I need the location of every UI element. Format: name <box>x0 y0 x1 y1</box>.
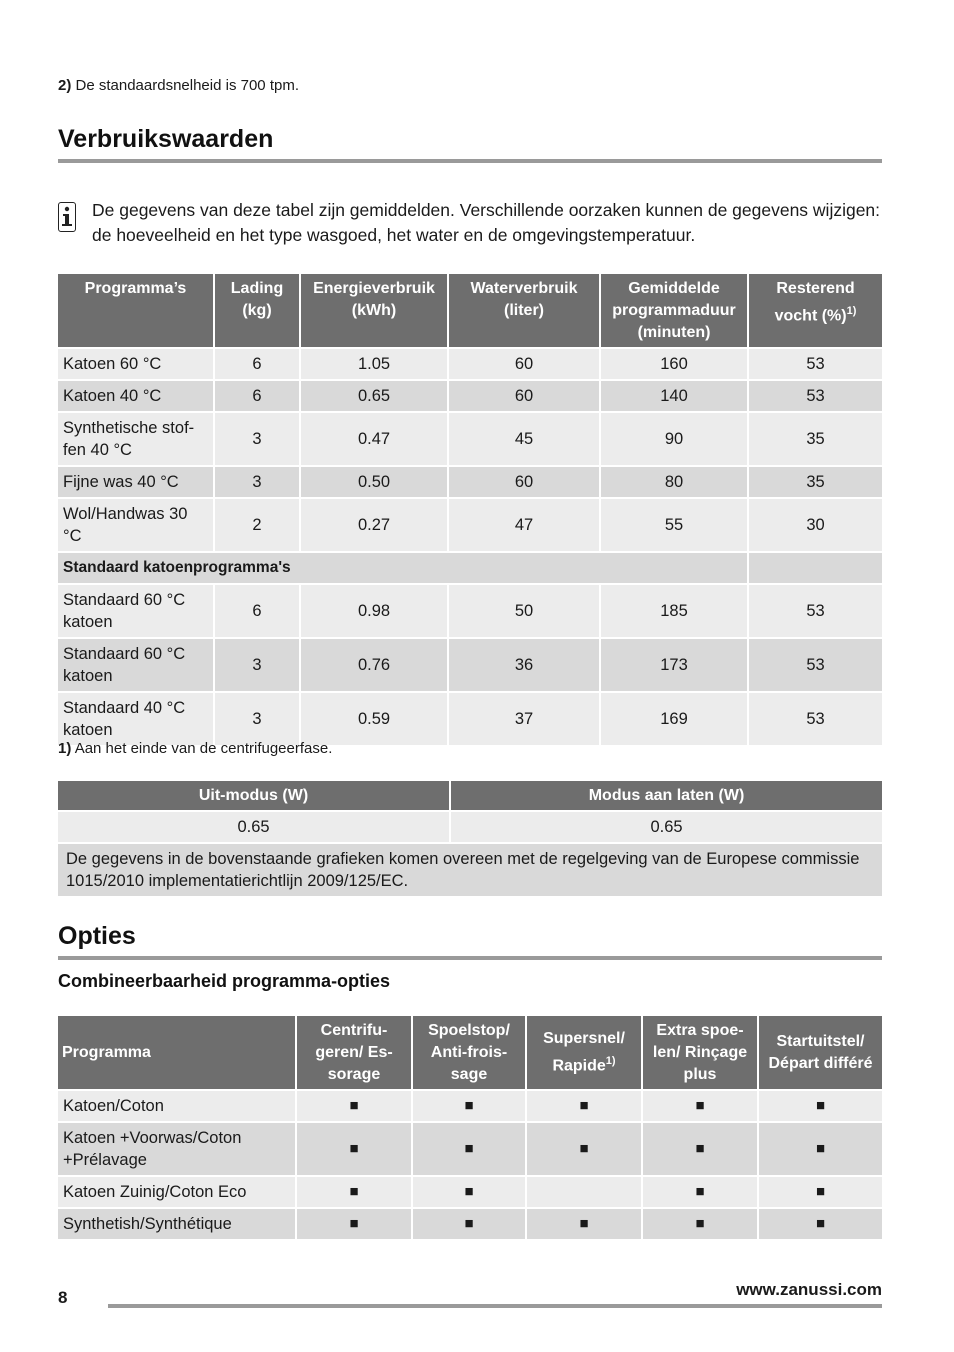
option-mark-cell: ■ <box>412 1122 526 1176</box>
option-mark-cell: ■ <box>642 1208 758 1239</box>
value-cell: 53 <box>748 348 882 380</box>
value-cell: 80 <box>600 466 748 498</box>
value-cell: 0.65 <box>300 380 448 412</box>
option-mark-cell: ■ <box>642 1090 758 1122</box>
header-superscript: 1) <box>605 1054 616 1067</box>
option-mark-cell: ■ <box>296 1208 412 1239</box>
table-row <box>58 466 882 498</box>
program-name-cell: Standaard 60 °C katoen <box>58 584 214 638</box>
option-mark-cell: ■ <box>526 1090 642 1122</box>
header-supersnel-label: Supersnel/ Rapide <box>543 1029 625 1075</box>
program-name-cell: Synthetish/Synthétique <box>58 1208 296 1239</box>
info-icon <box>58 202 76 232</box>
option-mark-cell: ■ <box>642 1122 758 1176</box>
value-cell: 0.27 <box>300 498 448 552</box>
options-table <box>58 1016 882 1239</box>
option-mark-cell: ■ <box>412 1176 526 1208</box>
option-mark-cell: ■ <box>642 1176 758 1208</box>
header-resterend-vocht-label: Resterend vocht (%) <box>774 280 855 325</box>
value-cell: 169 <box>600 692 748 745</box>
option-mark-cell: ■ <box>758 1208 882 1239</box>
table-row <box>58 412 882 466</box>
header-centrifugeren: Centrifugeren/ Essorage <box>296 1016 412 1090</box>
value-cell: 50 <box>448 584 600 638</box>
header-superscript: 1) <box>846 305 857 317</box>
value-cell: 37 <box>448 692 600 745</box>
value-cell: 60 <box>448 348 600 380</box>
empty-cell <box>748 552 882 584</box>
value-cell: 53 <box>748 692 882 745</box>
header-spoelstop: Spoelstop/ Anti-froissage <box>412 1016 526 1090</box>
program-name-cell: Katoen 40 °C <box>58 380 214 412</box>
table-row <box>58 1208 882 1239</box>
option-mark-cell: ■ <box>758 1122 882 1176</box>
header-energieverbruik: Energieverbruik (kWh) <box>300 274 448 348</box>
value-cell: 160 <box>600 348 748 380</box>
uit-modus-value: 0.65 <box>58 811 450 843</box>
power-table <box>58 781 882 896</box>
value-cell: 0.50 <box>300 466 448 498</box>
table-row <box>58 584 882 638</box>
top-footnote-number: 2) <box>58 77 72 94</box>
value-cell: 55 <box>600 498 748 552</box>
table-row <box>58 348 882 380</box>
program-name-cell: Katoen 60 °C <box>58 348 214 380</box>
value-cell: 3 <box>214 638 300 692</box>
value-cell: 47 <box>448 498 600 552</box>
value-cell: 90 <box>600 412 748 466</box>
modus-aan-laten-value: 0.65 <box>450 811 882 843</box>
consumption-footnote-number: 1) <box>58 740 72 757</box>
footer-divider <box>108 1304 882 1308</box>
program-name-cell: Katoen +Voorwas/Coton +Prélavage <box>58 1122 296 1176</box>
table-row <box>58 1176 882 1208</box>
value-cell: 6 <box>214 348 300 380</box>
table-row <box>58 1122 882 1176</box>
value-cell: 35 <box>748 466 882 498</box>
value-cell: 140 <box>600 380 748 412</box>
section-title-opties: Opties <box>58 922 136 950</box>
info-text: De gegevens van deze tabel zijn gemiddelden. Verschillende oorzaken kunnen de gegevens wijzigen: de hoeveelheid en het type wasgoed, het water en de omgevingstemperatuur. <box>92 200 881 245</box>
header-modus-aan-laten: Modus aan laten (W) <box>450 781 882 811</box>
value-cell: 0.59 <box>300 692 448 745</box>
value-cell: 0.98 <box>300 584 448 638</box>
header-waterverbruik: Waterverbruik (liter) <box>448 274 600 348</box>
header-programmaduur: Gemiddelde programmaduur (minuten) <box>600 274 748 348</box>
website-link[interactable]: www.zanussi.com <box>736 1280 882 1299</box>
table-header-row <box>58 274 882 348</box>
table-row <box>58 638 882 692</box>
section-divider <box>58 956 882 960</box>
consumption-footnote <box>58 740 332 757</box>
consumption-footnote-text: Aan het einde van de centrifugeerfase. <box>74 740 333 757</box>
program-name-cell: Katoen Zuinig/Coton Eco <box>58 1176 296 1208</box>
header-supersnel <box>526 1016 642 1090</box>
table-subheader-row <box>58 552 882 584</box>
value-cell: 3 <box>214 692 300 745</box>
option-mark-cell: ■ <box>526 1208 642 1239</box>
value-cell: 173 <box>600 638 748 692</box>
program-name-cell: Fijne was 40 °C <box>58 466 214 498</box>
value-cell: 3 <box>214 412 300 466</box>
value-cell: 2 <box>214 498 300 552</box>
value-cell: 6 <box>214 584 300 638</box>
option-mark-cell: ■ <box>296 1176 412 1208</box>
program-name-cell: Synthetische stoffen 40 °C <box>58 412 214 466</box>
page-number: 8 <box>58 1288 68 1307</box>
subsection-title: Combineerbaarheid programma-opties <box>58 971 391 991</box>
header-resterend-vocht <box>748 274 882 348</box>
option-mark-cell: ■ <box>758 1176 882 1208</box>
section-title-verbruikswaarden: Verbruikswaarden <box>58 125 274 153</box>
header-programma: Programma <box>58 1016 296 1090</box>
header-lading: Lading (kg) <box>214 274 300 348</box>
value-cell: 53 <box>748 584 882 638</box>
value-cell: 0.47 <box>300 412 448 466</box>
header-programmas: Programma’s <box>58 274 214 348</box>
option-mark-cell: ■ <box>758 1090 882 1122</box>
value-cell: 0.76 <box>300 638 448 692</box>
value-cell: 36 <box>448 638 600 692</box>
header-startuitstel: Startuitstel/ Départ différé <box>758 1016 882 1090</box>
value-cell: 6 <box>214 380 300 412</box>
option-mark-cell: ■ <box>296 1122 412 1176</box>
value-cell: 30 <box>748 498 882 552</box>
value-cell: 3 <box>214 466 300 498</box>
header-uit-modus: Uit-modus (W) <box>58 781 450 811</box>
value-cell: 185 <box>600 584 748 638</box>
value-cell: 53 <box>748 638 882 692</box>
table-header-row <box>58 1016 882 1090</box>
info-note <box>58 198 882 248</box>
option-mark-cell: ■ <box>412 1208 526 1239</box>
standard-programs-header: Standaard katoenprogramma's <box>58 552 748 584</box>
header-extra-spoelen: Extra spoelen/ Rinçage plus <box>642 1016 758 1090</box>
top-footnote <box>58 77 299 94</box>
option-mark-cell: ■ <box>526 1122 642 1176</box>
program-name-cell: Wol/Handwas 30 °C <box>58 498 214 552</box>
option-mark-cell <box>526 1176 642 1208</box>
table-row <box>58 498 882 552</box>
value-cell: 35 <box>748 412 882 466</box>
option-mark-cell: ■ <box>412 1090 526 1122</box>
consumption-table <box>58 274 882 745</box>
table-row <box>58 380 882 412</box>
section-divider <box>58 159 882 163</box>
program-name-cell: Standaard 40 °C katoen <box>58 692 214 745</box>
value-cell: 1.05 <box>300 348 448 380</box>
option-mark-cell: ■ <box>296 1090 412 1122</box>
value-cell: 60 <box>448 380 600 412</box>
power-note: De gegevens in de bovenstaande grafieken komen overeen met de regelgeving van de Europese commissie 1015/2010 implementatierichtlijn 2009/125/EC. <box>58 843 882 896</box>
top-footnote-text: De standaardsnelheid is 700 tpm. <box>75 77 299 94</box>
program-name-cell: Katoen/Coton <box>58 1090 296 1122</box>
program-name-cell: Standaard 60 °C katoen <box>58 638 214 692</box>
table-row <box>58 692 882 745</box>
value-cell: 45 <box>448 412 600 466</box>
value-cell: 60 <box>448 466 600 498</box>
value-cell: 53 <box>748 380 882 412</box>
table-row <box>58 1090 882 1122</box>
